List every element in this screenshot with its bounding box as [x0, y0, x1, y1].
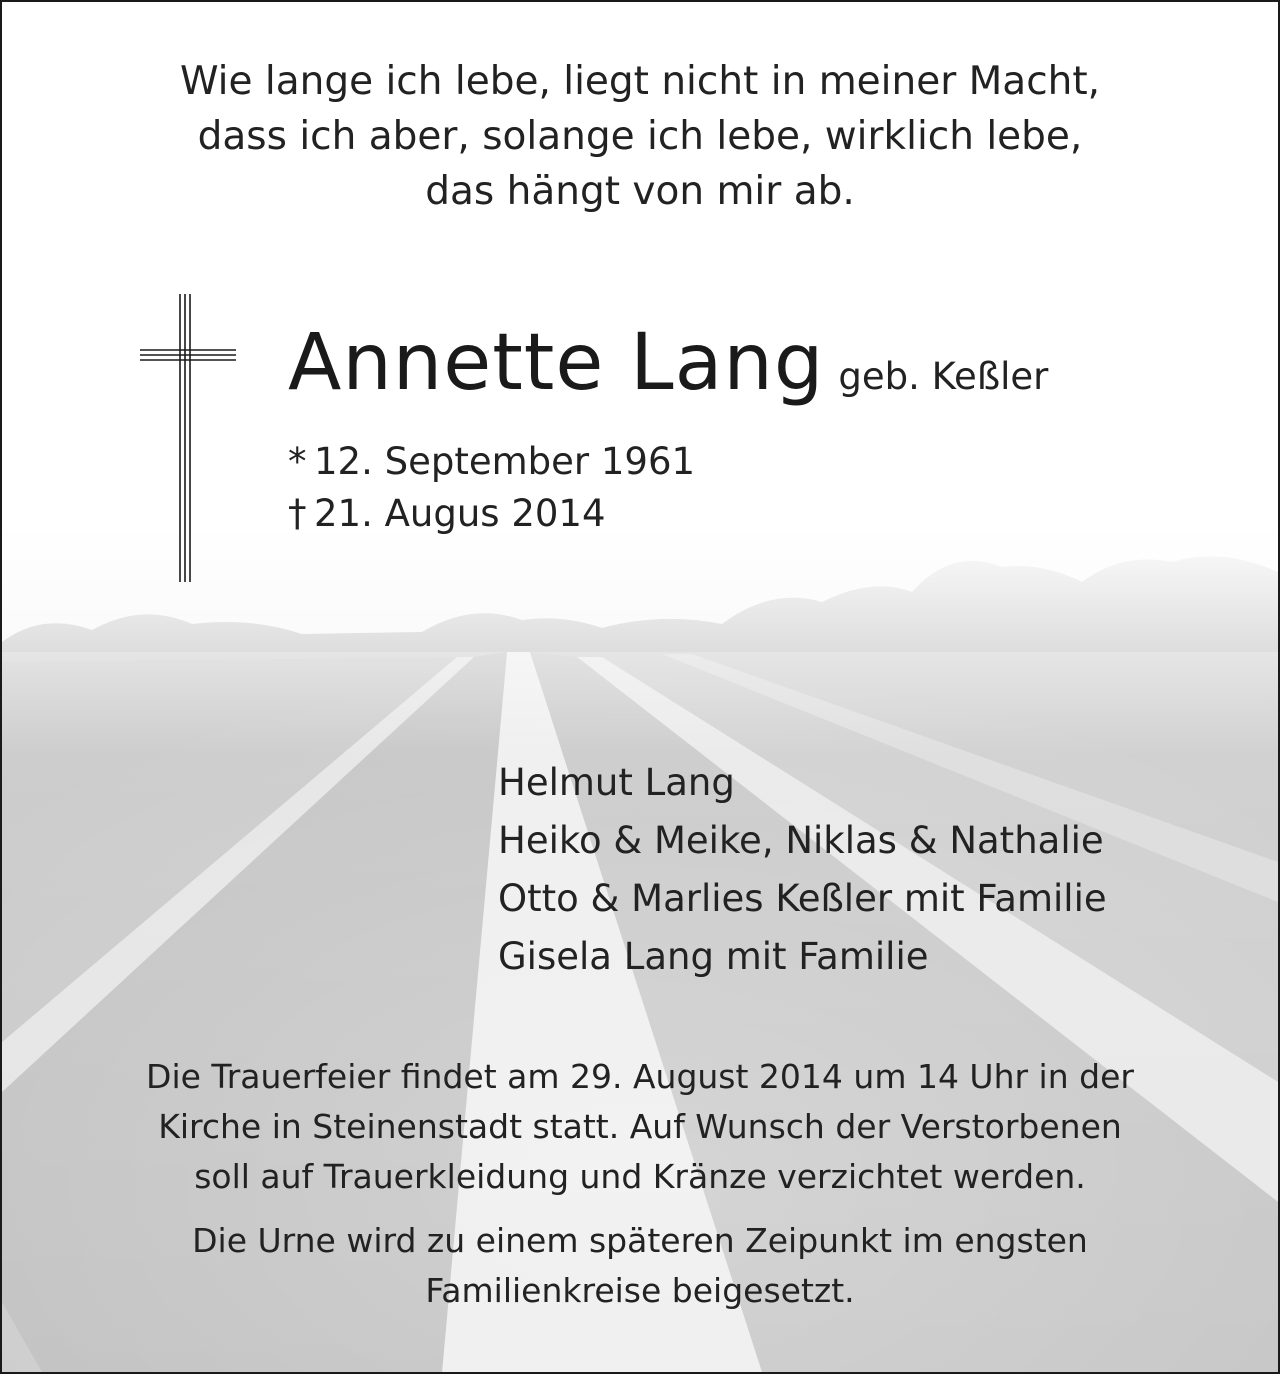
mourner: Heiko & Meike, Niklas & Nathalie — [498, 819, 1104, 862]
birth-date-row — [288, 436, 695, 488]
cross-icon — [138, 294, 238, 584]
quote-line: das hängt von mir ab. — [425, 169, 855, 214]
life-dates — [288, 436, 695, 540]
service-line: Die Trauerfeier findet am 29. August 2014 um 14 Uhr in der — [146, 1057, 1134, 1096]
urn-line: Familienkreise beigesetzt. — [425, 1271, 855, 1310]
mourner: Helmut Lang — [498, 761, 735, 804]
deceased-name-row — [288, 318, 1048, 408]
death-symbol: † — [288, 492, 307, 535]
mourners-list — [498, 754, 1107, 986]
death-date-row — [288, 488, 695, 540]
birth-date: 12. September 1961 — [314, 440, 696, 483]
quote-line: dass ich aber, solange ich lebe, wirklich lebe, — [197, 114, 1083, 159]
urn-line: Die Urne wird zu einem späteren Zeipunkt im engsten — [192, 1221, 1088, 1260]
service-line: soll auf Trauerkleidung und Kränze verzichtet werden. — [194, 1157, 1086, 1196]
deceased-name: Annette Lang — [288, 318, 825, 408]
funeral-info — [2, 1052, 1278, 1316]
maiden-name: geb. Keßler — [838, 355, 1049, 398]
opening-quote — [2, 54, 1278, 219]
service-line: Kirche in Steinenstadt statt. Auf Wunsch der Verstorbenen — [158, 1107, 1122, 1146]
quote-line: Wie lange ich lebe, liegt nicht in meiner Macht, — [179, 59, 1101, 104]
spacer — [2, 1202, 1278, 1216]
death-date: 21. Augus 2014 — [314, 492, 606, 535]
mourner: Otto & Marlies Keßler mit Familie — [498, 877, 1107, 920]
birth-symbol: * — [288, 440, 307, 483]
mourner: Gisela Lang mit Familie — [498, 935, 929, 978]
